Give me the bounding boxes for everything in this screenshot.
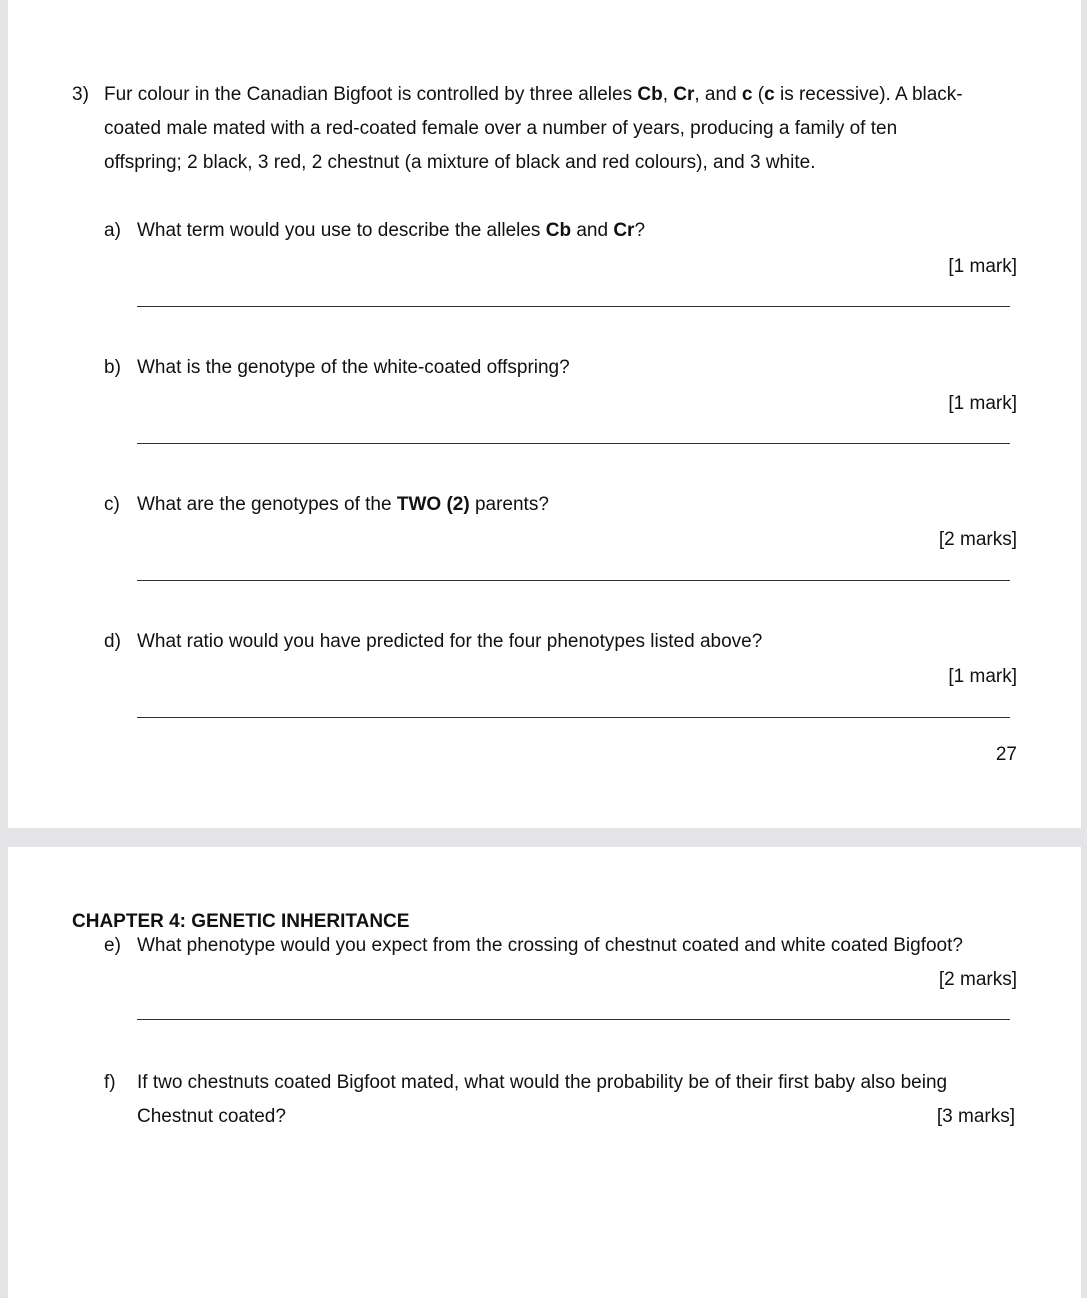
part-c-label: c) xyxy=(104,494,120,515)
question-stem-line-1: Fur colour in the Canadian Bigfoot is controlled by three alleles Cb, Cr, and c (c is recessive). A black- xyxy=(104,84,963,105)
page-number: 27 xyxy=(995,744,1017,765)
part-f-label: f) xyxy=(104,1072,116,1093)
worksheet-page-27 xyxy=(8,0,1081,828)
part-d-question: What ratio would you have predicted for the four phenotypes listed above? xyxy=(137,631,763,652)
part-a-answer-line[interactable] xyxy=(137,306,1010,307)
part-f-question-line-2: Chestnut coated? xyxy=(137,1106,286,1127)
allele-c: c xyxy=(741,84,753,105)
part-b-marks: [1 mark] xyxy=(948,393,1017,414)
part-f-marks: [3 marks] xyxy=(936,1106,1015,1127)
part-b-answer-line[interactable] xyxy=(137,443,1010,444)
part-a-question: What term would you use to describe the alleles Cb and Cr? xyxy=(137,220,646,241)
part-b-label: b) xyxy=(104,357,121,378)
part-d-marks: [1 mark] xyxy=(948,666,1017,687)
part-a-marks: [1 mark] xyxy=(948,256,1017,277)
part-e-label: e) xyxy=(104,935,121,956)
worksheet-page-28 xyxy=(8,847,1081,1298)
part-d-answer-line[interactable] xyxy=(137,717,1010,718)
allele-c-recessive: c xyxy=(764,84,775,105)
part-a-label: a) xyxy=(104,220,121,241)
part-e-marks: [2 marks] xyxy=(938,969,1017,990)
part-b-question: What is the genotype of the white-coated offspring? xyxy=(137,357,570,378)
question-stem-line-2: coated male mated with a red-coated female over a number of years, producing a family of ten xyxy=(104,118,898,139)
allele-cb: Cb xyxy=(637,84,663,105)
chapter-heading: CHAPTER 4: GENETIC INHERITANCE xyxy=(72,911,410,932)
part-c-answer-line[interactable] xyxy=(137,580,1010,581)
part-f-question-line-1: If two chestnuts coated Bigfoot mated, what would the probability be of their first baby also being xyxy=(137,1072,948,1093)
allele-cr: Cr xyxy=(673,84,695,105)
part-c-marks: [2 marks] xyxy=(938,529,1017,550)
question-number: 3) xyxy=(72,84,89,105)
part-c-question: What are the genotypes of the TWO (2) parents? xyxy=(137,494,549,515)
question-stem-line-3: offspring; 2 black, 3 red, 2 chestnut (a mixture of black and red colours), and 3 white. xyxy=(104,152,816,173)
part-e-question: What phenotype would you expect from the crossing of chestnut coated and white coated Bigfoot? xyxy=(137,935,963,956)
part-d-label: d) xyxy=(104,631,121,652)
part-e-answer-line[interactable] xyxy=(137,1019,1010,1020)
